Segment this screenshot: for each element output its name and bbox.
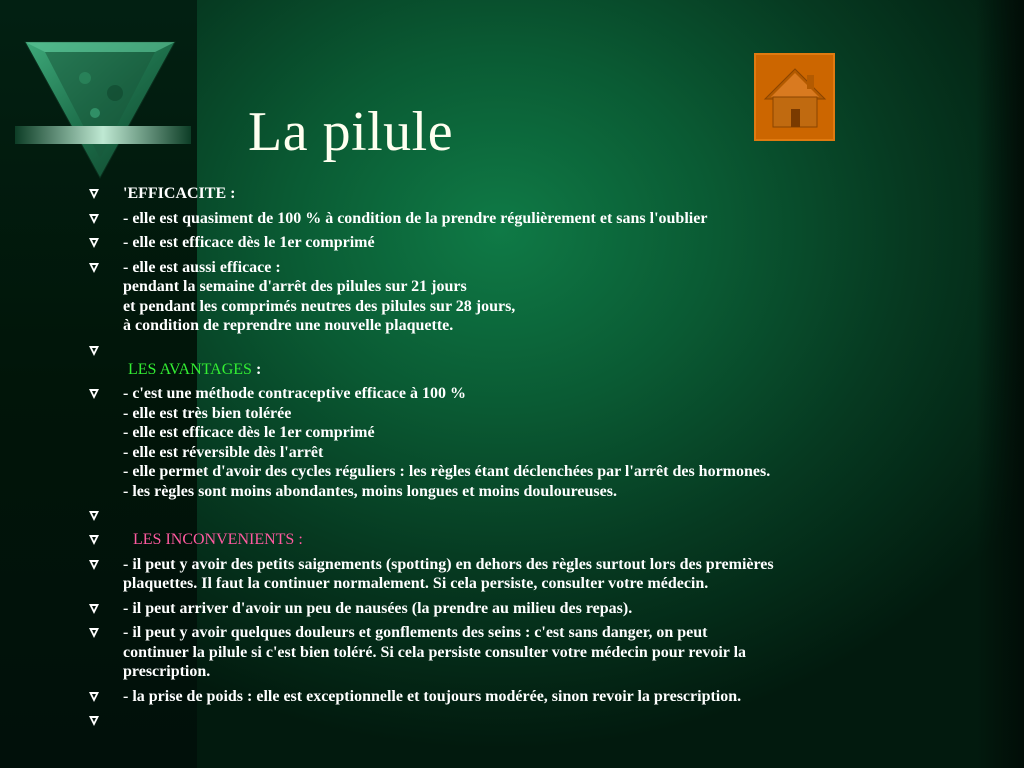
- item-text: et pendant les comprimés neutres des pilules sur 28 jours,: [123, 297, 516, 315]
- triangle-logo-icon: [15, 38, 191, 188]
- list-item-heading: [88, 360, 958, 380]
- arrow-bullet-icon: [88, 714, 100, 727]
- item-text: plaquettes. Il faut la continuer normalement. Si cela persiste, consulter votre médecin.: [123, 575, 709, 592]
- arrow-bullet-icon: [88, 261, 100, 274]
- item-text: prescription.: [123, 663, 211, 680]
- home-button[interactable]: [754, 53, 835, 141]
- arrow-bullet-icon: [88, 626, 100, 639]
- list-item: [88, 555, 958, 594]
- arrow-bullet-icon: [88, 212, 100, 225]
- item-text: pendant la semaine d'arrêt des pilules sur 21 jours: [123, 278, 467, 295]
- right-decorative-strip: [976, 0, 1024, 768]
- item-text: - il peut arriver d'avoir un peu de nausées (la prendre au milieu des repas).: [123, 599, 633, 617]
- arrow-bullet-icon: [88, 509, 100, 522]
- item-text: - la prise de poids : elle est exceptionnelle et toujours modérée, sinon revoir la prescription.: [123, 687, 742, 705]
- bullet-list: [88, 184, 958, 735]
- avantages-heading: LES AVANTAGES: [128, 360, 252, 378]
- list-item: [88, 687, 958, 707]
- inconvenients-heading: LES INCONVENIENTS :: [133, 531, 303, 548]
- arrow-bullet-icon: [88, 344, 100, 357]
- item-text: - elle permet d'avoir des cycles réguliers : les règles étant déclenchées par l'arrêt des hormones.: [123, 463, 771, 480]
- arrow-bullet-icon: [88, 387, 100, 400]
- item-text: 'EFFICACITE :: [123, 185, 236, 202]
- item-text: - elle est quasiment de 100 % à condition de la prendre régulièrement et sans l'oublier: [123, 209, 708, 227]
- arrow-bullet-icon: [88, 236, 100, 249]
- item-text: - les règles sont moins abondantes, moins longues et moins douloureuses.: [123, 482, 617, 500]
- list-item: [88, 209, 958, 229]
- list-item: [88, 384, 958, 501]
- item-text: - elle est très bien tolérée: [123, 404, 292, 422]
- item-text: continuer la pilule si c'est bien toléré. Si cela persiste consulter votre médecin pour revoir la: [123, 643, 747, 661]
- list-item-empty: [88, 506, 958, 525]
- item-text: à condition de reprendre une nouvelle plaquette.: [123, 317, 454, 334]
- list-item: [88, 599, 958, 619]
- avantages-heading-suffix: :: [251, 360, 262, 378]
- list-item: [88, 258, 958, 336]
- list-item: [88, 184, 958, 204]
- item-text: - elle est efficace dès le 1er comprimé: [123, 424, 375, 441]
- arrow-bullet-icon: [88, 533, 100, 546]
- item-text: - elle est réversible dès l'arrêt: [123, 443, 324, 461]
- item-text: - il peut y avoir des petits saignements (spotting) en dehors des règles surtout lors des premières: [123, 555, 774, 573]
- list-item-empty: [88, 341, 958, 360]
- list-item-heading: [88, 530, 958, 550]
- arrow-bullet-icon: [88, 558, 100, 571]
- house-icon: [763, 65, 827, 131]
- item-text: - c'est une méthode contraceptive efficace à 100 %: [123, 385, 466, 402]
- item-text: - elle est efficace dès le 1er comprimé: [123, 234, 375, 251]
- arrow-bullet-icon: [88, 690, 100, 703]
- slide-title: La pilule: [248, 101, 454, 163]
- item-text: - elle est aussi efficace :: [123, 258, 281, 276]
- list-item: [88, 233, 958, 253]
- item-text: - il peut y avoir quelques douleurs et gonflements des seins : c'est sans danger, on peut: [123, 624, 708, 641]
- list-item-empty: [88, 711, 958, 730]
- list-item: [88, 623, 958, 682]
- arrow-bullet-icon: [88, 187, 100, 200]
- arrow-bullet-icon: [88, 602, 100, 615]
